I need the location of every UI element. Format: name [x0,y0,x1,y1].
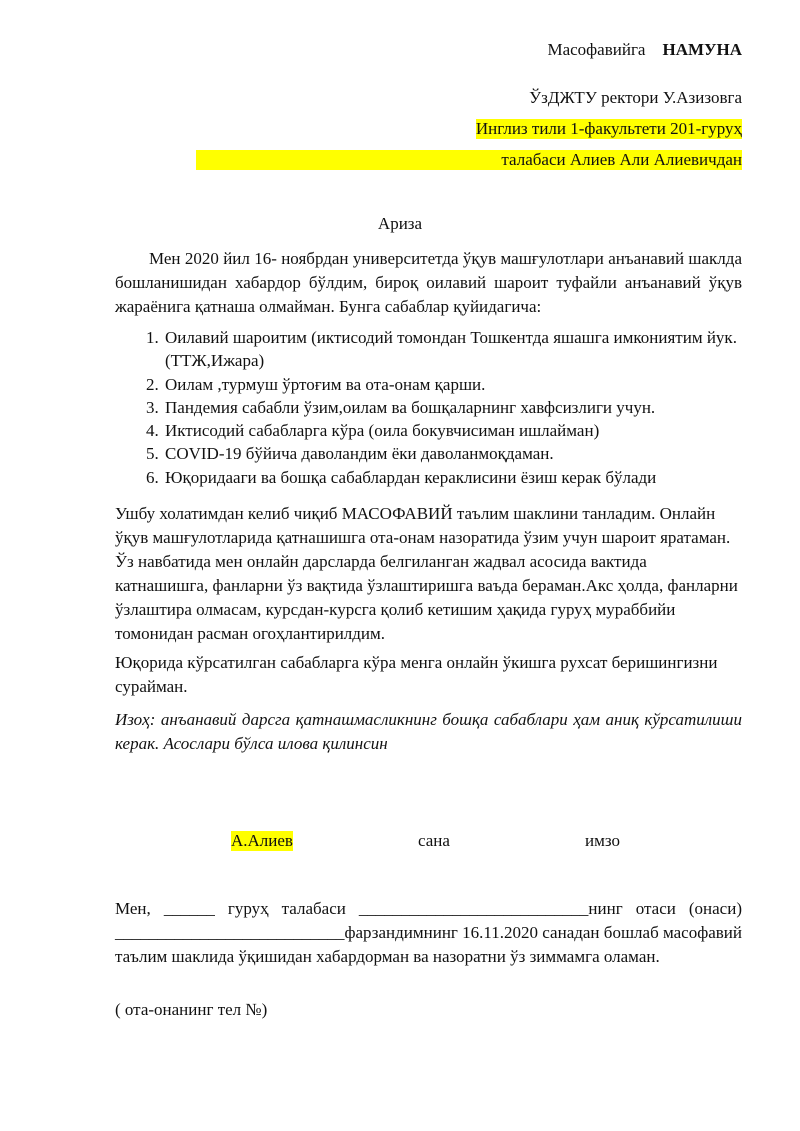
faculty-line: Инглиз тили 1-факультети 201-гуруҳ [475,119,742,138]
parent-statement: Мен, ______ гуруҳ талабаси ___________________________нинг отаси (онаси) ___________________________фарзандимнинг 16.11.2020 санадан бошлаб масофавий таълим шаклида ўқишидан хабардорман ва назоратни ўз зиммамга оламан. [115,899,742,966]
mode-label: Масофавийга [547,40,646,59]
request-paragraph: Юқорида кўрсатилган сабабларга кўра менга онлайн ўкишга рухсат беришингизни сурайман. [115,653,718,696]
reason-item: 4. Иктисодий сабабларга кўра (оила бокувчисиман ишлайман) [163,419,790,442]
reasons-list [115,326,790,489]
recipient-line: ЎзДЖТУ ректори У.Азизовга [529,88,742,107]
sample-label: НАМУНА [662,40,742,59]
parent-phone-label: ( ота-онанинг тел №) [115,1000,268,1019]
reason-item: 6. Юқоридааги ва бошқа сабаблардан кераклисини ёзиш керак бўлади [163,466,790,489]
body-paragraph: Ушбу холатимдан келиб чиқиб МАСОФАВИЙ таълим шаклини танладим. Онлайн ўқув машғулотларида қатнашишга ота-онам назоратида ўзим учун шароит яратаман. Ўз навбатида мен онлайн дарсларда белгиланган жадвал асосида вактида катнашишга, фанларни ўз вақтида ўзлаштиришга ваъда бераман.Акс ҳолда, фанларни ўзлаштира олмасам, курсдан-курсга қолиб кетишим ҳақида гуруҳ мураббийи томонидан расман огоҳлантирилдим. [115,504,738,643]
header-mode-line [547,40,742,60]
signature-name: А.Алиев [231,831,293,850]
student-line: талабаси Алиев Али Алиевичдан [196,150,742,170]
document-title: Ариза [377,214,423,233]
reason-item: 3. Пандемия сабабли ўзим,оилам ва бошқаларнинг хавфсизлиги учун. [163,396,790,419]
intro-paragraph: Мен 2020 йил 16- ноябрдан университетда ўқув машғулотлари анъанавий шаклда бошланишидан хабардор бўлдим, бироқ оилавий шароит туфайли анъанавий ўқув жараёнига қатнаша олмайман. Бунга сабаблар қуйидагича: [115,249,742,316]
reason-item: 5. COVID-19 бўйича даволандим ёки даволанмоқдаман. [163,442,790,465]
reason-item: 1. Оилавий шароитим (иктисодий томондан Тошкентда яшашга имкониятим йук. (ТТЖ,Ижара) [163,326,790,373]
reason-item: 2. Оилам ,турмуш ўртоғим ва ота-онам қарши. [163,373,790,396]
note-paragraph: Изоҳ: анъанавий дарсга қатнашмасликнинг бошқа сабаблари ҳам аниқ кўрсатилиши керак. Асослари бўлса илова қилинсин [115,710,742,753]
date-label: сана [418,831,450,850]
sign-label: имзо [585,831,620,850]
